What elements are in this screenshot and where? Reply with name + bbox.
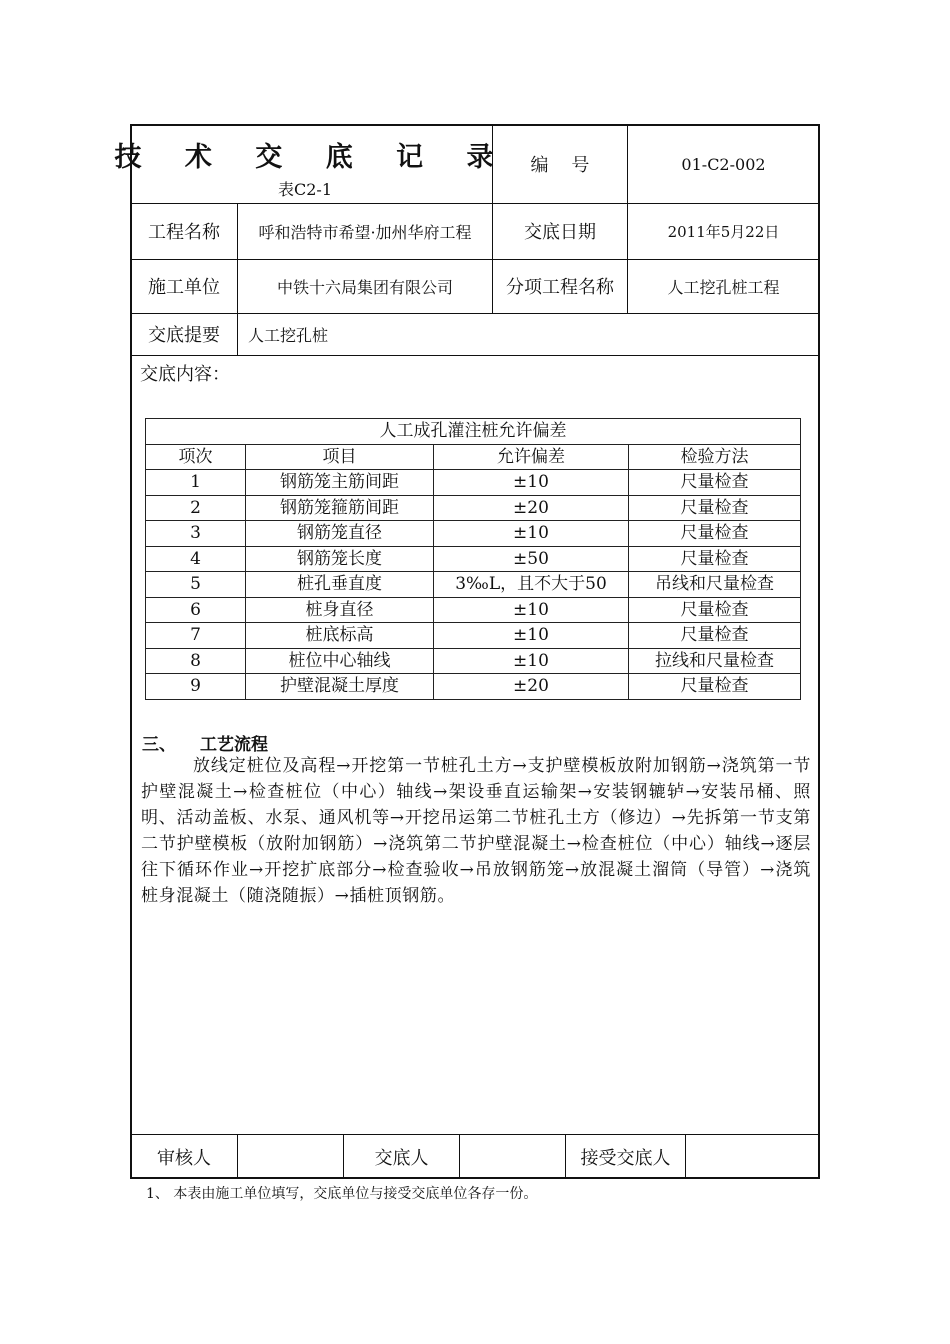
table-cell: 拉线和尺量检查 xyxy=(629,648,801,674)
table-cell: 尺量检查 xyxy=(629,597,801,623)
subproject-label: 分项工程名称 xyxy=(506,277,614,298)
table-cell: 4 xyxy=(146,546,246,572)
summary-label: 交底提要 xyxy=(148,325,220,346)
presenter-label: 交底人 xyxy=(374,1147,429,1169)
table-cell: 7 xyxy=(146,623,246,649)
row-divider xyxy=(131,355,819,356)
table-row xyxy=(146,597,801,623)
table-cell: 钢筋笼直径 xyxy=(246,521,434,547)
project-name-label: 工程名称 xyxy=(148,222,220,243)
table-cell: 桩底标高 xyxy=(246,623,434,649)
table-cell: 桩位中心轴线 xyxy=(246,648,434,674)
table-cell: 1 xyxy=(146,470,246,496)
section-number: 三、 xyxy=(142,735,176,755)
table-cell: ±10 xyxy=(434,597,629,623)
table-cell: ±10 xyxy=(434,470,629,496)
table-cell: 尺量检查 xyxy=(629,470,801,496)
code-label: 编 号 xyxy=(530,155,590,176)
table-cell: 2 xyxy=(146,495,246,521)
table-cell: 护壁混凝土厚度 xyxy=(246,674,434,700)
date-label: 交底日期 xyxy=(524,222,596,243)
table-cell: ±50 xyxy=(434,546,629,572)
table-cell: ±10 xyxy=(434,623,629,649)
section-title: 工艺流程 xyxy=(200,735,268,755)
table-cell: 尺量检查 xyxy=(629,546,801,572)
table-cell: 桩身直径 xyxy=(246,597,434,623)
table-cell: 钢筋笼主筋间距 xyxy=(246,470,434,496)
presenter-field[interactable] xyxy=(460,1135,565,1178)
table-row xyxy=(146,521,801,547)
table-header: 项次 xyxy=(146,444,246,470)
table-title-row xyxy=(146,419,801,445)
table-row xyxy=(146,623,801,649)
table-header: 允许偏差 xyxy=(434,444,629,470)
table-cell: 尺量检查 xyxy=(629,521,801,547)
table-row xyxy=(146,648,801,674)
form-code-subtitle: 表C2-1 xyxy=(277,179,332,199)
unit-label: 施工单位 xyxy=(148,277,220,298)
table-cell: 吊线和尺量检查 xyxy=(629,572,801,598)
table-cell: ±10 xyxy=(434,521,629,547)
table-header-row xyxy=(146,444,801,470)
table-cell: 尺量检查 xyxy=(629,674,801,700)
table-row xyxy=(146,674,801,700)
table-cell: ±10 xyxy=(434,648,629,674)
table-cell: ±20 xyxy=(434,674,629,700)
deviation-table xyxy=(145,418,801,700)
table-cell: 8 xyxy=(146,648,246,674)
table-row xyxy=(146,546,801,572)
date-value: 2011年5月22日 xyxy=(667,222,780,241)
subproject-value: 人工挖孔桩工程 xyxy=(667,277,780,297)
table-cell: 3‰L，且不大于50 xyxy=(434,572,629,598)
table-cell: 6 xyxy=(146,597,246,623)
receiver-label: 接受交底人 xyxy=(580,1147,671,1169)
table-cell: 尺量检查 xyxy=(629,623,801,649)
code-value: 01-C2-002 xyxy=(681,154,766,174)
table-row xyxy=(146,572,801,598)
form-title: 技 术 交 底 记 录 xyxy=(114,141,511,173)
table-cell: 钢筋笼箍筋间距 xyxy=(246,495,434,521)
reviewer-label: 审核人 xyxy=(157,1147,211,1169)
table-header: 项目 xyxy=(246,444,434,470)
unit-value: 中铁十六局集团有限公司 xyxy=(276,277,453,297)
project-name-value: 呼和浩特市希望·加州华府工程 xyxy=(258,222,472,242)
content-label: 交底内容： xyxy=(140,364,230,385)
reviewer-field[interactable] xyxy=(238,1135,343,1178)
table-row xyxy=(146,470,801,496)
receiver-field[interactable] xyxy=(686,1135,819,1178)
table-cell: 3 xyxy=(146,521,246,547)
table-cell: 9 xyxy=(146,674,246,700)
table-cell: ±20 xyxy=(434,495,629,521)
table-cell: 钢筋笼长度 xyxy=(246,546,434,572)
footnote: 1、 本表由施工单位填写，交底单位与接受交底单位各存一份。 xyxy=(146,1186,538,1202)
process-text: 放线定桩位及高程→开挖第一节桩孔土方→支护壁模板放附加钢筋→浇筑第一节护壁混凝土→检查桩位（中心）轴线→架设垂直运输架→安装钢辘轳→安装吊桶、照明、活动盖板、水泵、通风机等→开挖吊运第二节桩孔土方（修边）→先拆第一节支第二节护壁模板（放附加钢筋）→浇筑第二节护壁混凝土→检查桩位（中心）轴线→逐层往下循环作业→开挖扩底部分→检查验收→吊放钢筋笼→放混凝土溜筒（导管）→浇筑桩身混凝土（随浇随振）→插桩顶钢筋。 xyxy=(141,756,811,906)
table-cell: 5 xyxy=(146,572,246,598)
table-title: 人工成孔灌注桩允许偏差 xyxy=(146,419,801,445)
table-header: 检验方法 xyxy=(629,444,801,470)
table-cell: 桩孔垂直度 xyxy=(246,572,434,598)
summary-value: 人工挖孔桩 xyxy=(248,325,329,345)
process-heading xyxy=(142,730,268,755)
table-row xyxy=(146,495,801,521)
table-cell: 尺量检查 xyxy=(629,495,801,521)
